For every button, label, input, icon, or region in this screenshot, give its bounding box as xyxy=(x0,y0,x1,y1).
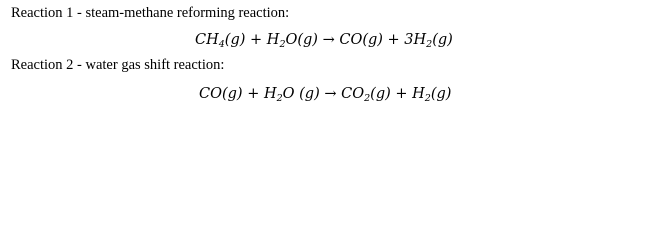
reaction-1-equation: $CH_4(g) + H_2O(g) \to CO(g) + 3H_2(g)$ xyxy=(195,32,453,50)
reaction-2-heading: Reaction 2 - water gas shift reaction: xyxy=(11,57,225,73)
reaction-arrow: → xyxy=(322,32,335,48)
reaction-2-equation: $CO(g) + H_2O$ $(g) \to CO_2(g) + H_2(g)$ xyxy=(199,86,452,104)
reaction-1-heading: Reaction 1 - steam-methane reforming reaction: xyxy=(11,5,290,21)
reaction-arrow: → xyxy=(324,86,337,102)
